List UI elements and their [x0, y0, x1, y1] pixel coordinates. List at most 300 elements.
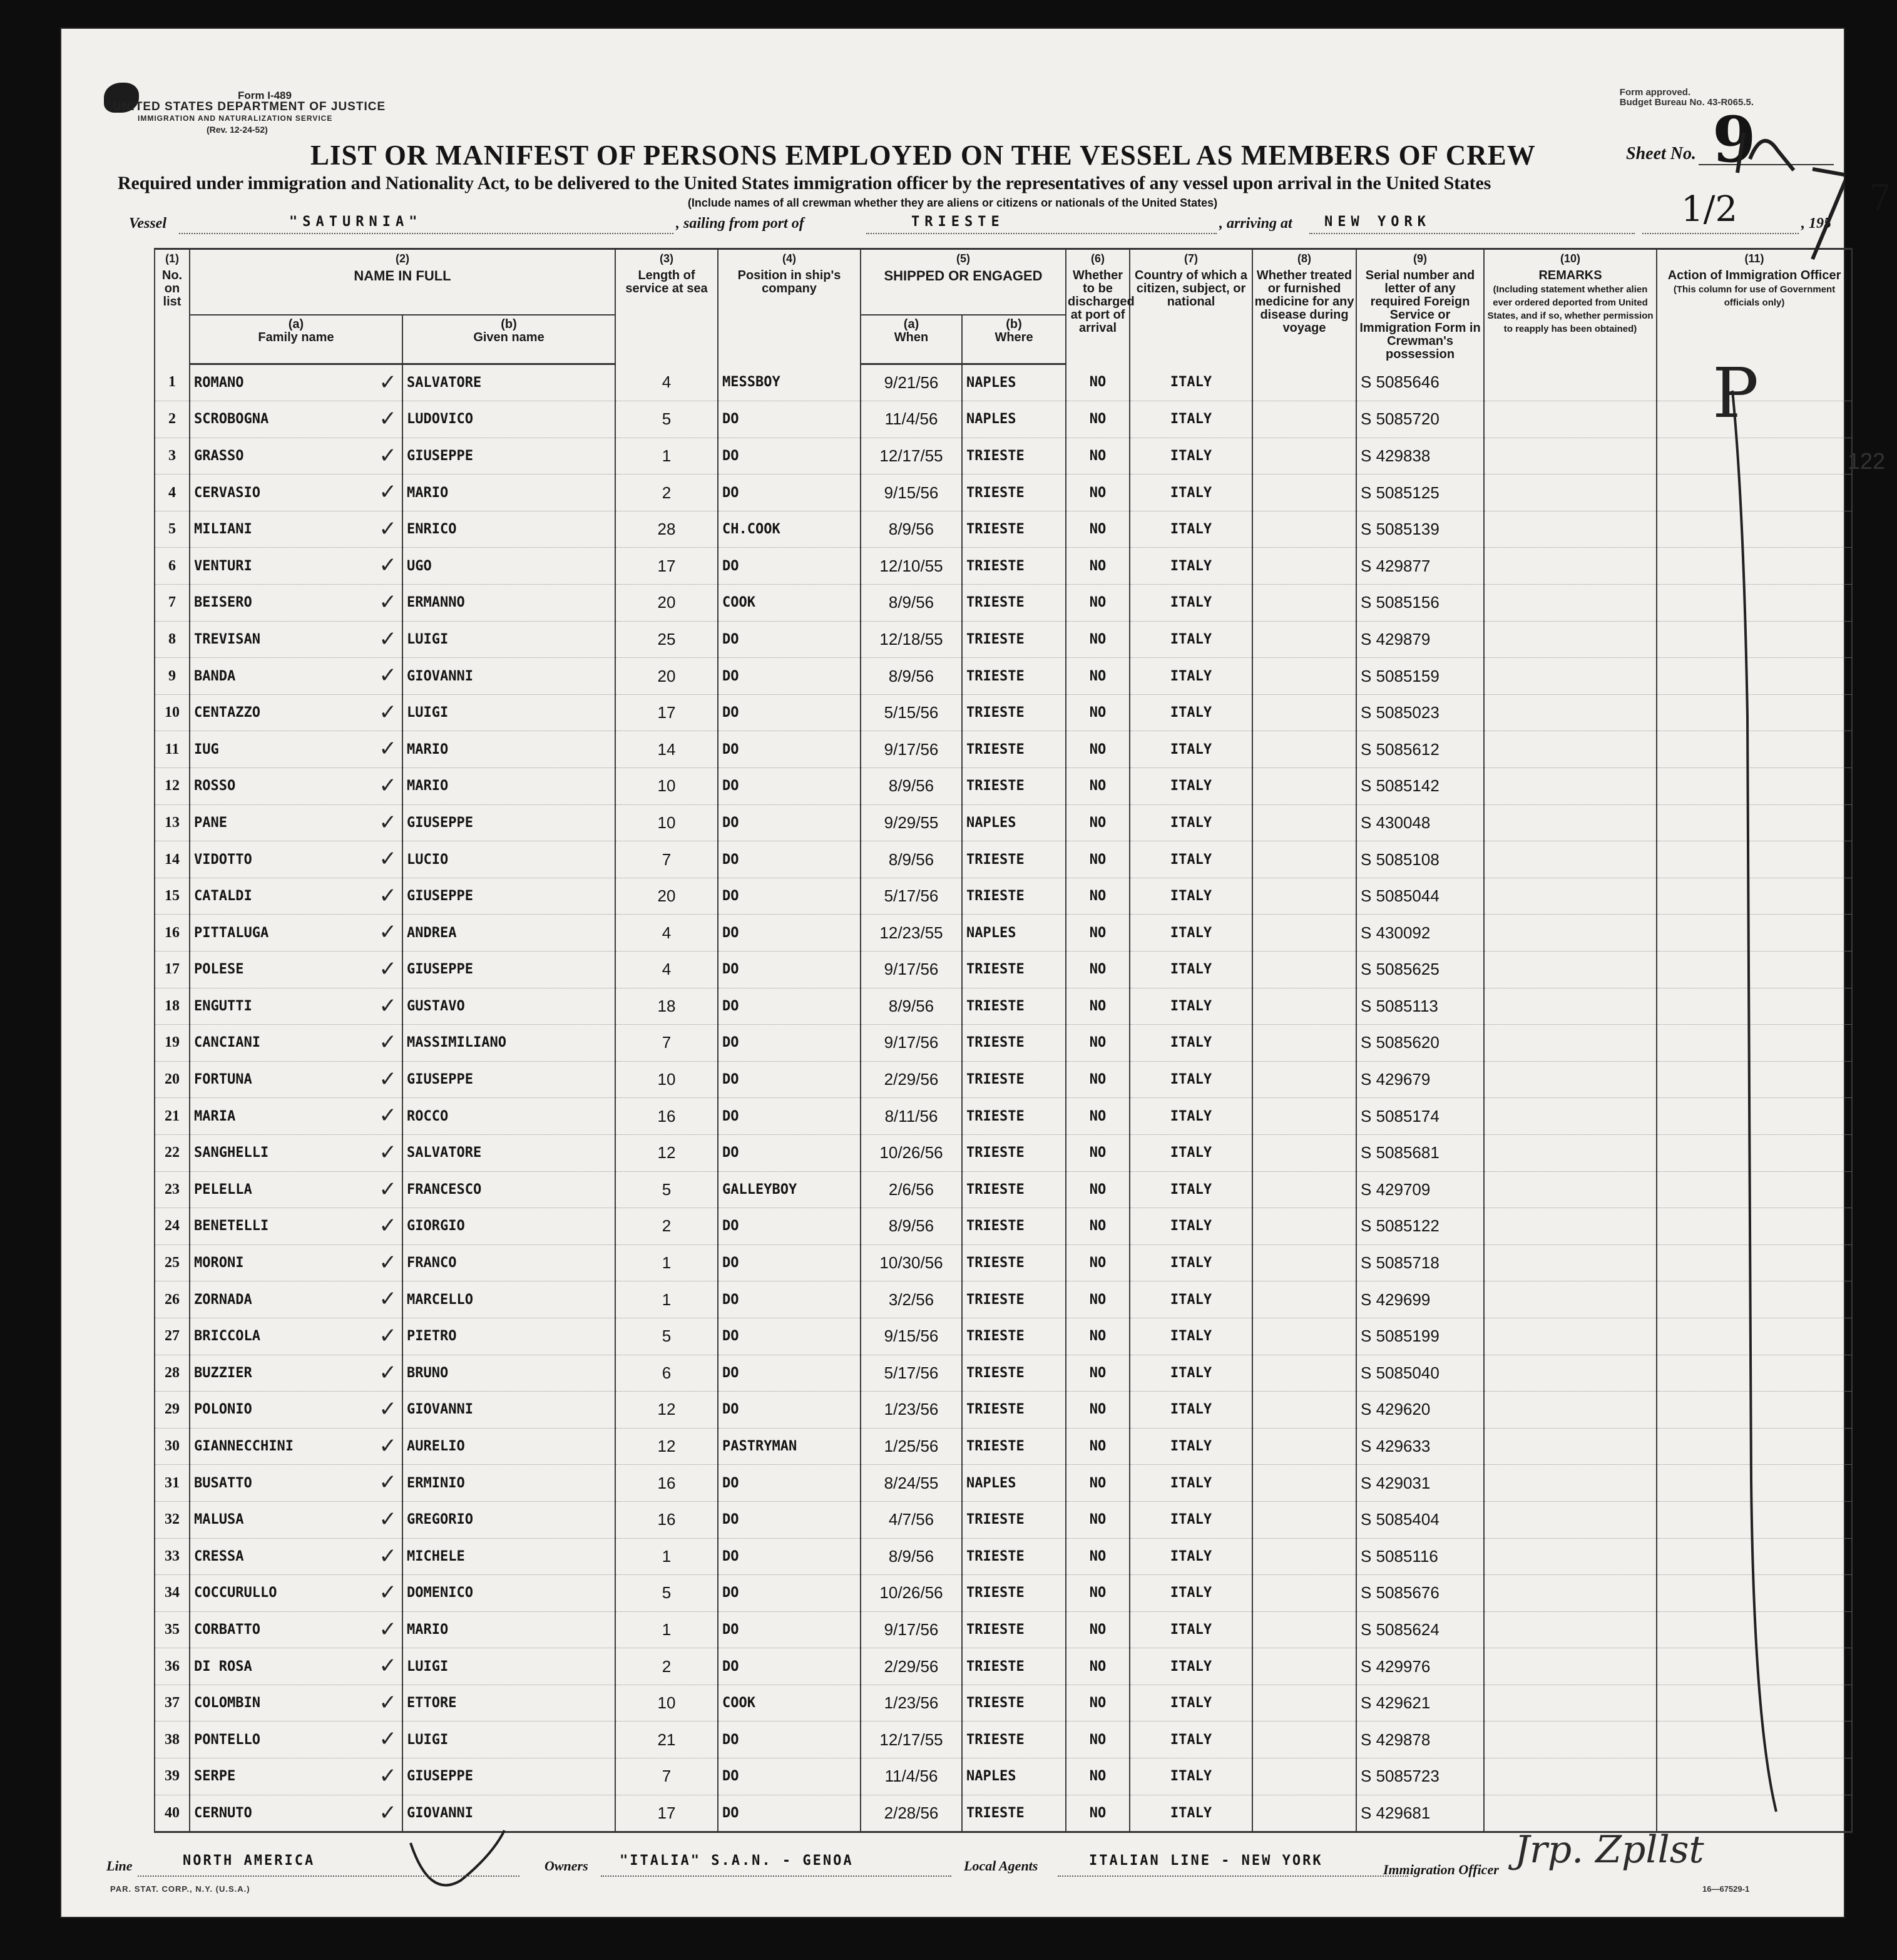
given-name-cell: MASSIMILIANO	[402, 1025, 615, 1062]
department-name: UNITED STATES DEPARTMENT OF JUSTICE	[113, 100, 386, 113]
pencil-annotation: 122	[1848, 448, 1886, 474]
serial-number-cell: S 5085108	[1356, 841, 1484, 878]
check-mark-icon: ✓	[379, 1360, 397, 1385]
given-name-cell: SALVATORE	[402, 364, 615, 401]
country-cell: ITALY	[1130, 804, 1252, 841]
given-name-cell: FRANCO	[402, 1244, 615, 1281]
header-action: (11) Action of Immigration Officer (This column for use of Government officials only)	[1657, 249, 1852, 364]
row-number-cell: 28	[155, 1355, 190, 1392]
given-name-cell: UGO	[402, 548, 615, 585]
shipped-where-cell: TRIESTE	[962, 1428, 1066, 1465]
year-prefix: , 195	[1801, 215, 1831, 232]
country-cell: ITALY	[1130, 1611, 1252, 1648]
row-number-cell: 5	[155, 511, 190, 548]
shipped-where-cell: TRIESTE	[962, 1648, 1066, 1685]
shipped-where-cell: TRIESTE	[962, 1685, 1066, 1721]
discharged-cell: NO	[1066, 1061, 1130, 1098]
position-cell: CH.COOK	[718, 511, 861, 548]
service-length-cell: 1	[615, 1244, 718, 1281]
given-name-cell: MARIO	[402, 768, 615, 805]
officer-signature: Jrp. Zpllst	[1515, 1828, 1704, 1872]
serial-number-cell: S 5085113	[1356, 988, 1484, 1025]
service-length-cell: 17	[615, 694, 718, 731]
country-cell: ITALY	[1130, 768, 1252, 805]
shipped-where-cell: NAPLES	[962, 401, 1066, 438]
service-length-cell: 21	[615, 1721, 718, 1758]
check-mark-icon: ✓	[379, 1800, 397, 1825]
shipped-where-cell: TRIESTE	[962, 1721, 1066, 1758]
discharged-cell: NO	[1066, 1611, 1130, 1648]
shipped-where-cell: TRIESTE	[962, 988, 1066, 1025]
check-mark-icon: ✓	[379, 1176, 397, 1202]
check-mark-icon: ✓	[379, 369, 397, 395]
serial-number-cell: S 5085142	[1356, 768, 1484, 805]
vessel-name: "SATURNIA"	[289, 214, 422, 230]
date-stroke-2	[1750, 141, 1794, 170]
given-name-cell: FRANCESCO	[402, 1171, 615, 1208]
sailing-port: TRIESTE	[911, 214, 1005, 230]
check-mark-icon: ✓	[379, 590, 397, 615]
shipped-where-cell: TRIESTE	[962, 1025, 1066, 1062]
row-number-cell: 24	[155, 1208, 190, 1245]
arriving-label: , arriving at	[1219, 215, 1292, 232]
shipped-when-cell: 2/6/56	[861, 1171, 962, 1208]
row-number-cell: 31	[155, 1465, 190, 1502]
position-cell: DO	[718, 438, 861, 475]
discharged-cell: NO	[1066, 475, 1130, 511]
family-name-cell: CRESSA ✓	[190, 1538, 402, 1575]
discharged-cell: NO	[1066, 1575, 1130, 1612]
family-name-cell: CORBATTO ✓	[190, 1611, 402, 1648]
shipped-where-cell: TRIESTE	[962, 658, 1066, 695]
budget-bureau-line: Budget Bureau No. 43-R065.5.	[1619, 97, 1754, 108]
given-name-cell: LUIGI	[402, 621, 615, 658]
service-length-cell: 17	[615, 548, 718, 585]
shipped-where-cell: TRIESTE	[962, 475, 1066, 511]
shipped-when-cell: 2/29/56	[861, 1648, 962, 1685]
check-mark-icon: ✓	[379, 663, 397, 689]
given-name-cell: GIUSEPPE	[402, 878, 615, 915]
discharged-cell: NO	[1066, 1428, 1130, 1465]
position-cell: DO	[718, 1611, 861, 1648]
row-number-cell: 7	[155, 585, 190, 622]
row-number-cell: 30	[155, 1428, 190, 1465]
position-cell: DO	[718, 1575, 861, 1612]
shipped-where-cell: TRIESTE	[962, 1281, 1066, 1318]
family-name-cell: MORONI ✓	[190, 1244, 402, 1281]
given-name-cell: DOMENICO	[402, 1575, 615, 1612]
shipped-where-cell: TRIESTE	[962, 1171, 1066, 1208]
serial-number-cell: S 5085676	[1356, 1575, 1484, 1612]
service-length-cell: 7	[615, 841, 718, 878]
service-length-cell: 20	[615, 878, 718, 915]
position-cell: DO	[718, 1244, 861, 1281]
row-number-cell: 35	[155, 1611, 190, 1648]
serial-number-cell: S 429976	[1356, 1648, 1484, 1685]
check-mark-icon: ✓	[379, 773, 397, 799]
shipped-where-cell: TRIESTE	[962, 1538, 1066, 1575]
country-cell: ITALY	[1130, 1538, 1252, 1575]
service-length-cell: 5	[615, 1171, 718, 1208]
owners-underline	[601, 1875, 951, 1877]
position-cell: DO	[718, 1501, 861, 1538]
serial-number-cell: S 5085040	[1356, 1355, 1484, 1392]
family-name-cell: SERPE ✓	[190, 1758, 402, 1795]
shipped-where-cell: TRIESTE	[962, 1795, 1066, 1832]
shipped-when-cell: 5/15/56	[861, 694, 962, 731]
discharged-cell: NO	[1066, 511, 1130, 548]
check-mark-icon: ✓	[379, 1543, 397, 1569]
service-length-cell: 7	[615, 1025, 718, 1062]
family-name-cell: ROMANO ✓	[190, 364, 402, 401]
agents-underline	[1058, 1875, 1408, 1877]
form-number: Form I-489	[238, 90, 292, 101]
discharged-cell: NO	[1066, 621, 1130, 658]
shipped-where-cell: TRIESTE	[962, 952, 1066, 988]
family-name-cell: CERVASIO ✓	[190, 475, 402, 511]
position-cell: DO	[718, 1392, 861, 1429]
family-name-cell: DI ROSA ✓	[190, 1648, 402, 1685]
position-cell: DO	[718, 1538, 861, 1575]
serial-number-cell: S 429681	[1356, 1795, 1484, 1832]
given-name-cell: GIUSEPPE	[402, 1061, 615, 1098]
check-mark-icon: ✓	[379, 1763, 397, 1789]
check-mark-icon: ✓	[379, 1397, 397, 1422]
family-name-cell: CATALDI ✓	[190, 878, 402, 915]
shipped-where-cell: TRIESTE	[962, 694, 1066, 731]
shipped-when-cell: 8/9/56	[861, 768, 962, 805]
given-name-cell: GUSTAVO	[402, 988, 615, 1025]
position-cell: DO	[718, 658, 861, 695]
check-mark-icon: ✓	[379, 1030, 397, 1055]
check-mark-icon: ✓	[379, 1506, 397, 1532]
service-length-cell: 12	[615, 1134, 718, 1171]
country-cell: ITALY	[1130, 658, 1252, 695]
check-mark-icon: ✓	[379, 480, 397, 505]
discharged-cell: NO	[1066, 841, 1130, 878]
family-name-cell: CANCIANI ✓	[190, 1025, 402, 1062]
shipped-when-cell: 8/9/56	[861, 1538, 962, 1575]
family-name-cell: MALUSA ✓	[190, 1501, 402, 1538]
given-name-cell: LUIGI	[402, 1648, 615, 1685]
family-name-cell: ENGUTTI ✓	[190, 988, 402, 1025]
arrival-date: 1/2	[1681, 189, 1738, 230]
given-name-cell: LUIGI	[402, 694, 615, 731]
shipped-when-cell: 8/11/56	[861, 1098, 962, 1135]
shipped-where-cell: TRIESTE	[962, 1355, 1066, 1392]
discharged-cell: NO	[1066, 1318, 1130, 1355]
row-number-cell: 17	[155, 952, 190, 988]
row-number-cell: 39	[155, 1758, 190, 1795]
sheet-label: Sheet No.	[1626, 144, 1696, 163]
sheet-number: 9	[1712, 103, 1756, 177]
given-name-cell: GIORGIO	[402, 1208, 615, 1245]
family-name-cell: CENTAZZO ✓	[190, 694, 402, 731]
shipped-when-cell: 4/7/56	[861, 1501, 962, 1538]
service-name: IMMIGRATION AND NATURALIZATION SERVICE	[138, 114, 333, 123]
discharged-cell: NO	[1066, 1134, 1130, 1171]
family-name-cell: ROSSO ✓	[190, 768, 402, 805]
country-cell: ITALY	[1130, 1685, 1252, 1721]
family-name-cell: SANGHELLI ✓	[190, 1134, 402, 1171]
position-cell: MESSBOY	[718, 364, 861, 401]
row-number-cell: 1	[155, 364, 190, 401]
family-name-cell: ZORNADA ✓	[190, 1281, 402, 1318]
country-cell: ITALY	[1130, 401, 1252, 438]
serial-number-cell: S 5085404	[1356, 1501, 1484, 1538]
shipped-when-cell: 12/23/55	[861, 915, 962, 952]
country-cell: ITALY	[1130, 511, 1252, 548]
discharged-cell: NO	[1066, 1098, 1130, 1135]
header-discharged: (6) Whether to be discharged at port of arrival	[1066, 249, 1130, 364]
shipped-where-cell: TRIESTE	[962, 621, 1066, 658]
serial-number-cell: S 429031	[1356, 1465, 1484, 1502]
service-length-cell: 20	[615, 658, 718, 695]
shipped-when-cell: 9/17/56	[861, 1611, 962, 1648]
position-cell: DO	[718, 401, 861, 438]
position-cell: DO	[718, 768, 861, 805]
service-length-cell: 20	[615, 585, 718, 622]
shipped-where-cell: NAPLES	[962, 804, 1066, 841]
given-name-cell: MARIO	[402, 1611, 615, 1648]
country-cell: ITALY	[1130, 988, 1252, 1025]
check-mark-icon: ✓	[379, 699, 397, 725]
discharged-cell: NO	[1066, 1648, 1130, 1685]
position-cell: GALLEYBOY	[718, 1171, 861, 1208]
position-cell: DO	[718, 548, 861, 585]
header-given-name: (b) Given name	[402, 315, 615, 364]
service-length-cell: 12	[615, 1392, 718, 1429]
header-family-name: (a) Family name	[190, 315, 402, 364]
discharged-cell: NO	[1066, 915, 1130, 952]
position-cell: DO	[718, 841, 861, 878]
row-number-cell: 20	[155, 1061, 190, 1098]
row-number-cell: 22	[155, 1134, 190, 1171]
check-mark-icon: ✓	[379, 1653, 397, 1679]
position-cell: DO	[718, 1758, 861, 1795]
discharged-cell: NO	[1066, 548, 1130, 585]
family-name-cell: MILIANI ✓	[190, 511, 402, 548]
given-name-cell: ERMINIO	[402, 1465, 615, 1502]
shipped-when-cell: 8/9/56	[861, 841, 962, 878]
check-mark-icon: ✓	[379, 443, 397, 468]
service-length-cell: 1	[615, 438, 718, 475]
country-cell: ITALY	[1130, 1171, 1252, 1208]
shipped-where-cell: TRIESTE	[962, 1061, 1066, 1098]
shipped-where-cell: TRIESTE	[962, 1501, 1066, 1538]
country-cell: ITALY	[1130, 694, 1252, 731]
shipped-when-cell: 2/28/56	[861, 1795, 962, 1832]
shipped-when-cell: 2/29/56	[861, 1061, 962, 1098]
serial-number-cell: S 5085023	[1356, 694, 1484, 731]
handwritten-strokes	[60, 28, 1845, 1918]
shipped-where-cell: NAPLES	[962, 1758, 1066, 1795]
country-cell: ITALY	[1130, 1392, 1252, 1429]
country-cell: ITALY	[1130, 1318, 1252, 1355]
serial-number-cell: S 5085612	[1356, 731, 1484, 768]
check-mark-icon: ✓	[379, 1323, 397, 1348]
check-mark-icon: ✓	[379, 406, 397, 432]
discharged-cell: NO	[1066, 1392, 1130, 1429]
given-name-cell: SALVATORE	[402, 1134, 615, 1171]
shipped-when-cell: 12/10/55	[861, 548, 962, 585]
position-cell: DO	[718, 1465, 861, 1502]
shipped-when-cell: 10/26/56	[861, 1575, 962, 1612]
family-name-cell: BANDA ✓	[190, 658, 402, 695]
given-name-cell: LUDOVICO	[402, 401, 615, 438]
given-name-cell: GREGORIO	[402, 1501, 615, 1538]
family-name-cell: BRICCOLA ✓	[190, 1318, 402, 1355]
shipped-where-cell: TRIESTE	[962, 1611, 1066, 1648]
vessel-label: Vessel	[129, 215, 166, 232]
family-name-cell: IUG ✓	[190, 731, 402, 768]
shipped-when-cell: 12/18/55	[861, 621, 962, 658]
header-medicine: (8) Whether treated or furnished medicine for any disease during voyage	[1252, 249, 1356, 364]
country-cell: ITALY	[1130, 1244, 1252, 1281]
shipped-when-cell: 12/17/55	[861, 1721, 962, 1758]
check-mark-icon: ✓	[379, 1727, 397, 1752]
country-cell: ITALY	[1130, 1208, 1252, 1245]
row-number-cell: 16	[155, 915, 190, 952]
officer-mark: P	[1712, 353, 1759, 433]
discharged-cell: NO	[1066, 1685, 1130, 1721]
row-number-cell: 29	[155, 1392, 190, 1429]
shipped-where-cell: TRIESTE	[962, 511, 1066, 548]
row-number-cell: 19	[155, 1025, 190, 1062]
serial-number-cell: S 5085720	[1356, 401, 1484, 438]
service-length-cell: 18	[615, 988, 718, 1025]
discharged-cell: NO	[1066, 1281, 1130, 1318]
shipped-when-cell: 1/23/56	[861, 1685, 962, 1721]
discharged-cell: NO	[1066, 878, 1130, 915]
family-name-cell: PANE ✓	[190, 804, 402, 841]
given-name-cell: AURELIO	[402, 1428, 615, 1465]
given-name-cell: ROCCO	[402, 1098, 615, 1135]
given-name-cell: PIETRO	[402, 1318, 615, 1355]
row-number-cell: 36	[155, 1648, 190, 1685]
service-length-cell: 16	[615, 1098, 718, 1135]
family-name-cell: BEISERO ✓	[190, 585, 402, 622]
serial-number-cell: S 5085723	[1356, 1758, 1484, 1795]
serial-number-cell: S 429620	[1356, 1392, 1484, 1429]
shipped-where-cell: TRIESTE	[962, 1318, 1066, 1355]
family-name-cell: BUSATTO ✓	[190, 1465, 402, 1502]
officer-line	[1732, 391, 1776, 1812]
position-cell: DO	[718, 1648, 861, 1685]
given-name-cell: LUIGI	[402, 1721, 615, 1758]
shipped-when-cell: 8/24/55	[861, 1465, 962, 1502]
row-number-cell: 25	[155, 1244, 190, 1281]
country-cell: ITALY	[1130, 1025, 1252, 1062]
shipped-when-cell: 9/21/56	[861, 364, 962, 401]
shipped-when-cell: 8/9/56	[861, 1208, 962, 1245]
service-length-cell: 2	[615, 1208, 718, 1245]
given-name-cell: GIUSEPPE	[402, 1758, 615, 1795]
header-no: (1) No. on list	[155, 249, 190, 364]
service-length-cell: 10	[615, 1685, 718, 1721]
given-name-cell: GIOVANNI	[402, 1795, 615, 1832]
discharged-cell: NO	[1066, 438, 1130, 475]
check-mark-icon: ✓	[379, 1139, 397, 1165]
check-mark-icon: ✓	[379, 957, 397, 982]
given-name-cell: GIUSEPPE	[402, 952, 615, 988]
shipped-when-cell: 5/17/56	[861, 878, 962, 915]
family-name-cell: VENTURI ✓	[190, 548, 402, 585]
discharged-cell: NO	[1066, 364, 1130, 401]
given-name-cell: MARIO	[402, 731, 615, 768]
family-name-cell: COCCURULLO ✓	[190, 1575, 402, 1612]
serial-number-cell: S 5085156	[1356, 585, 1484, 622]
shipped-when-cell: 9/17/56	[861, 1025, 962, 1062]
row-number-cell: 21	[155, 1098, 190, 1135]
shipped-when-cell: 9/17/56	[861, 731, 962, 768]
row-number-cell: 23	[155, 1171, 190, 1208]
shipped-when-cell: 5/17/56	[861, 1355, 962, 1392]
printer-credit: PAR. STAT. CORP., N.Y. (U.S.A.)	[110, 1884, 250, 1894]
discharged-cell: NO	[1066, 1795, 1130, 1832]
line-value: NORTH AMERICA	[183, 1853, 315, 1869]
discharged-cell: NO	[1066, 1538, 1130, 1575]
shipped-when-cell: 8/9/56	[861, 585, 962, 622]
given-name-cell: MARIO	[402, 475, 615, 511]
country-cell: ITALY	[1130, 1648, 1252, 1685]
service-length-cell: 10	[615, 1061, 718, 1098]
shipped-when-cell: 9/15/56	[861, 475, 962, 511]
country-cell: ITALY	[1130, 952, 1252, 988]
position-cell: DO	[718, 1281, 861, 1318]
shipped-where-cell: NAPLES	[962, 1465, 1066, 1502]
family-name-cell: FORTUNA ✓	[190, 1061, 402, 1098]
shipped-where-cell: TRIESTE	[962, 731, 1066, 768]
shipped-when-cell: 8/9/56	[861, 658, 962, 695]
check-mark-icon: ✓	[379, 1103, 397, 1129]
header-country: (7) Country of which a citizen, subject, or national	[1130, 249, 1252, 364]
header-position: (4) Position in ship's company	[718, 249, 861, 364]
serial-number-cell: S 429878	[1356, 1721, 1484, 1758]
year-suffix: 7	[1869, 178, 1891, 218]
position-cell: COOK	[718, 1685, 861, 1721]
row-number-cell: 38	[155, 1721, 190, 1758]
header-name: (2) NAME IN FULL	[190, 249, 615, 315]
service-length-cell: 5	[615, 401, 718, 438]
country-cell: ITALY	[1130, 1575, 1252, 1612]
service-length-cell: 4	[615, 364, 718, 401]
row-number-cell: 18	[155, 988, 190, 1025]
shipped-when-cell: 11/4/56	[861, 401, 962, 438]
serial-number-cell: S 429838	[1356, 438, 1484, 475]
row-number-cell: 27	[155, 1318, 190, 1355]
serial-number-cell: S 430092	[1356, 915, 1484, 952]
given-name-cell: GIOVANNI	[402, 658, 615, 695]
country-cell: ITALY	[1130, 364, 1252, 401]
row-number-cell: 12	[155, 768, 190, 805]
country-cell: ITALY	[1130, 621, 1252, 658]
check-mark-icon: ✓	[379, 1616, 397, 1642]
serial-number-cell: S 5085646	[1356, 364, 1484, 401]
service-length-cell: 12	[615, 1428, 718, 1465]
arrival-port: NEW YORK	[1324, 214, 1431, 230]
check-mark-icon: ✓	[379, 1433, 397, 1459]
row-number-cell: 33	[155, 1538, 190, 1575]
shipped-when-cell: 9/29/55	[861, 804, 962, 841]
shipped-when-cell: 10/26/56	[861, 1134, 962, 1171]
service-length-cell: 2	[615, 475, 718, 511]
check-mark-icon: ✓	[379, 846, 397, 872]
shipped-when-cell: 10/30/56	[861, 1244, 962, 1281]
service-length-cell: 4	[615, 915, 718, 952]
position-cell: PASTRYMAN	[718, 1428, 861, 1465]
family-name-cell: CERNUTO ✓	[190, 1795, 402, 1832]
